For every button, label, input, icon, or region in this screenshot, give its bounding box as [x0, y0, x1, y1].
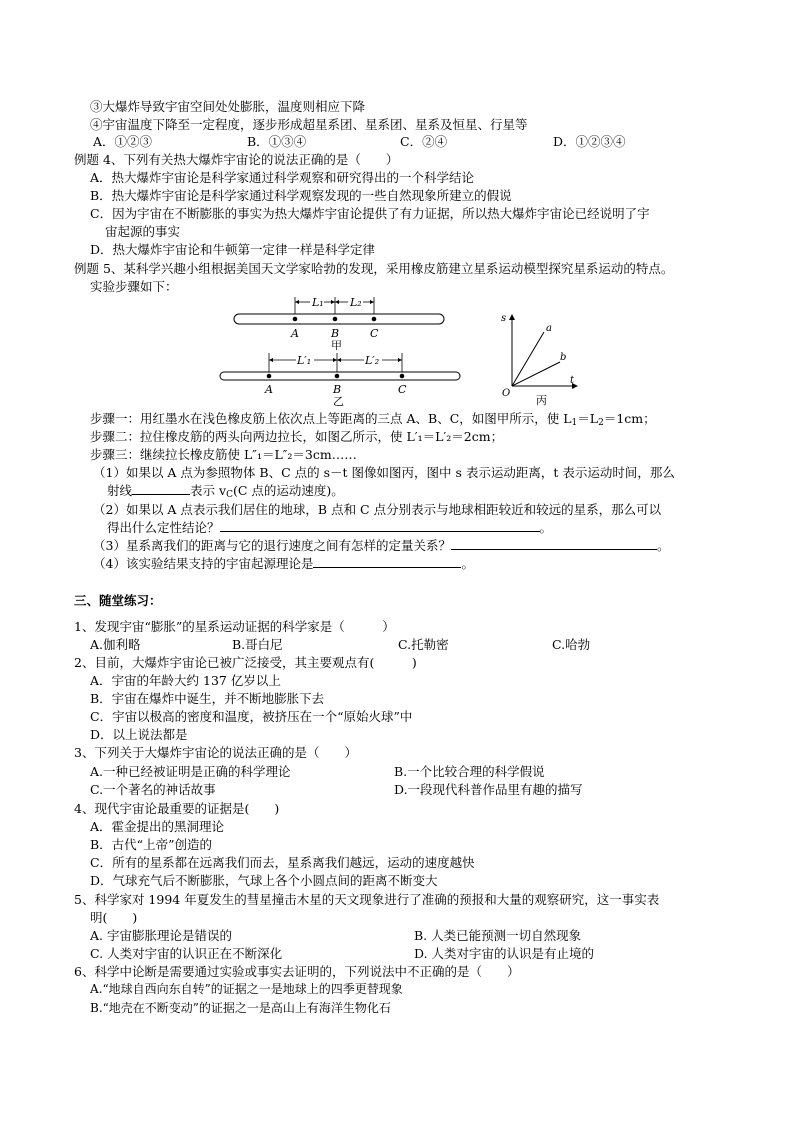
- practice-5-option-d: D. 人类对宇宙的认识是有止境的: [414, 946, 595, 961]
- jia-point-a: A: [291, 327, 299, 340]
- bing-origin: O: [502, 388, 511, 399]
- bing-y-axis: s: [501, 313, 507, 324]
- jia-caption: 甲: [331, 339, 342, 350]
- practice-3-option-c: C.一个著名的神话故事: [90, 782, 216, 797]
- step-three: 步骤三：继续拉长橡皮筋使 L″₁＝L″₂＝3cm……: [90, 447, 357, 462]
- practice-2-question: 2、目前，大爆炸宇宙论已被广泛接受，其主要观点有( ): [74, 655, 417, 670]
- practice-2-option-d: D．以上说法都是: [90, 727, 188, 742]
- figure-bing-st-graph: [498, 310, 584, 408]
- practice-1-option-b: B.哥白尼: [232, 637, 283, 652]
- option-b: B．①③④: [247, 134, 307, 149]
- practice-3-option-a: A.一种已经被证明是正确的科学理论: [90, 764, 291, 779]
- practice-5-question: 5、科学家对 1994 年夏发生的彗星撞击木星的天文现象进行了准确的预报和大量的观察研究，这一事实表: [74, 892, 660, 907]
- option-a: A．①②③: [93, 134, 153, 149]
- bing-x-axis: t: [570, 375, 575, 386]
- section-title: 三、随堂练习：: [74, 593, 162, 608]
- practice-1-question: 1、发现宇宙“膨胀”的星系运动证据的科学家是（ ）: [74, 619, 395, 634]
- practice-2-option-b: B．宇宙在爆炸中诞生，并不断地膨胀下去: [90, 691, 325, 706]
- example4-option-c-cont: 宙起源的事实: [105, 224, 181, 239]
- practice-2-option-a: A．宇宙的年龄大约 137 亿岁以上: [90, 673, 281, 688]
- practice-1-option-d: C.哈勃: [552, 637, 591, 652]
- yi-l1-label: L′₁: [297, 354, 312, 367]
- practice-3-question: 3、下列关于大爆炸宇宙论的说法正确的是（ ）: [74, 745, 357, 760]
- option-c: C．②④: [400, 134, 448, 149]
- practice-4-question: 4、现代宇宙论最重要的证据是( ): [74, 801, 280, 816]
- yi-point-c: C: [398, 383, 407, 396]
- question-3: （3）星系离我们的距离与它的退行速度之间有怎样的定量关系？ 。: [93, 538, 670, 553]
- practice-1-option-c: C.托勒密: [398, 637, 449, 652]
- step-one: 步骤一：用红墨水在浅色橡皮筋上依次点上等距离的三点 A、B、C，如图甲所示，使 $L_1=L_2=1cm$；: [90, 411, 656, 428]
- jia-l1-label: L₁: [312, 296, 324, 309]
- example4-option-c: C．因为宇宙在不断膨胀的事实为热大爆炸宇宙论提供了有力证据，所以热大爆炸宇宙论已经说明了宇: [90, 206, 650, 221]
- bing-caption: 丙: [536, 394, 547, 407]
- example4-question: 例题 4、下列有关热大爆炸宇宙论的说法正确的是（ ）: [74, 152, 399, 167]
- jia-point-b: B: [331, 327, 340, 340]
- figure-jia-rubber-band: [232, 292, 447, 350]
- bing-line-a: a: [546, 323, 552, 334]
- practice-4-option-d: D．气球充气后不断膨胀，气球上各个小圆点间的距离不断变大: [90, 873, 438, 888]
- practice-1-option-a: A.伽利略: [90, 637, 141, 652]
- yi-caption: 乙: [333, 395, 344, 406]
- question-1-cont: 射线 表示 $v_C(C$ 点的运动速度)。: [107, 483, 344, 500]
- example4-option-b: B．热大爆炸宇宙论是科学家通过科学观察发现的一些自然现象所建立的假说: [90, 188, 512, 203]
- answer-blank-2[interactable]: [220, 519, 540, 532]
- practice-3-option-b: B.一个比较合理的科学假说: [394, 764, 545, 779]
- practice-6-question: 6、科学中论断是需要通过实验或事实去证明的，下列说法中不正确的是（ ）: [74, 964, 520, 979]
- practice-5-option-a: A. 宇宙膨胀理论是错误的: [90, 928, 232, 943]
- practice-6-option-b: B.“地壳在不断变动”的证据之一是高山上有海洋生物化石: [90, 1001, 391, 1015]
- practice-3-option-d: D.一段现代科普作品里有趣的描写: [394, 782, 583, 797]
- practice-5-question-cont: 明( ): [90, 910, 138, 925]
- step-two: 步骤二：拉住橡皮筋的两头向两边拉长，如图乙所示，使 L′₁＝L′₂＝2cm；: [90, 429, 504, 444]
- example4-option-d: D．热大爆炸宇宙论和牛顿第一定律一样是科学定律: [90, 242, 376, 257]
- jia-point-c: C: [370, 327, 379, 340]
- practice-4-option-c: C．所有的星系都在远离我们而去，星系离我们越远，运动的速度越快: [90, 855, 475, 870]
- practice-5-option-c: C. 人类对宇宙的认识正在不断深化: [90, 946, 283, 961]
- example5-intro: 实验步骤如下：: [90, 279, 178, 294]
- question-1: （1）如果以 A 点为参照物体 B、C 点的 s－t 图像如图丙，图中 s 表示运动距离，t 表示运动时间，那么: [93, 465, 675, 480]
- practice-5-option-b: B. 人类已能预测一切自然现象: [414, 928, 582, 943]
- yi-point-a: A: [265, 383, 273, 396]
- question-2-cont: 得出什么定性结论？ 。: [107, 520, 553, 535]
- yi-point-b: B: [333, 383, 342, 396]
- example5-question: 例题 5、某科学兴趣小组根据美国天文学家哈勃的发现，采用橡皮筋建立星系运动模型探究星系运动的特点。: [74, 261, 674, 276]
- jia-l2-label: L₂: [350, 296, 362, 309]
- practice-4-option-b: B．古代“上帝”创造的: [90, 837, 212, 852]
- yi-l2-label: L′₂: [365, 354, 380, 367]
- question-2: （2）如果以 A 点表示我们居住的地球，B 点和 C 点分别表示与地球相距较近和较远的星系，那么可以: [93, 502, 662, 517]
- statement-3: ③大爆炸导致宇宙空间处处膨胀，温度则相应下降: [90, 99, 366, 114]
- bing-line-b: b: [560, 352, 567, 363]
- statement-4: ④宇宙温度下降至一定程度，逐步形成超星系团、星系团、星系及恒星、行星等: [90, 117, 528, 132]
- example4-option-a: A．热大爆炸宇宙论是科学家通过科学观察和研究得出的一个科学结论: [90, 170, 475, 185]
- option-d: D．①②③④: [553, 134, 626, 149]
- answer-blank-4[interactable]: [313, 555, 461, 568]
- answer-blank-1[interactable]: [132, 482, 190, 495]
- figure-yi-stretched-band: [218, 350, 463, 406]
- practice-2-option-c: C．宇宙以极高的密度和温度，被挤压在一个“原始火球”中: [90, 709, 413, 724]
- question-4: （4）该实验结果支持的宇宙起源理论是 。: [93, 556, 474, 571]
- practice-4-option-a: A．霍金提出的黑洞理论: [90, 819, 225, 834]
- answer-blank-3[interactable]: [451, 537, 657, 550]
- practice-6-option-a: A.“地球自西向东自转”的证据之一是地球上的四季更替现象: [90, 982, 403, 996]
